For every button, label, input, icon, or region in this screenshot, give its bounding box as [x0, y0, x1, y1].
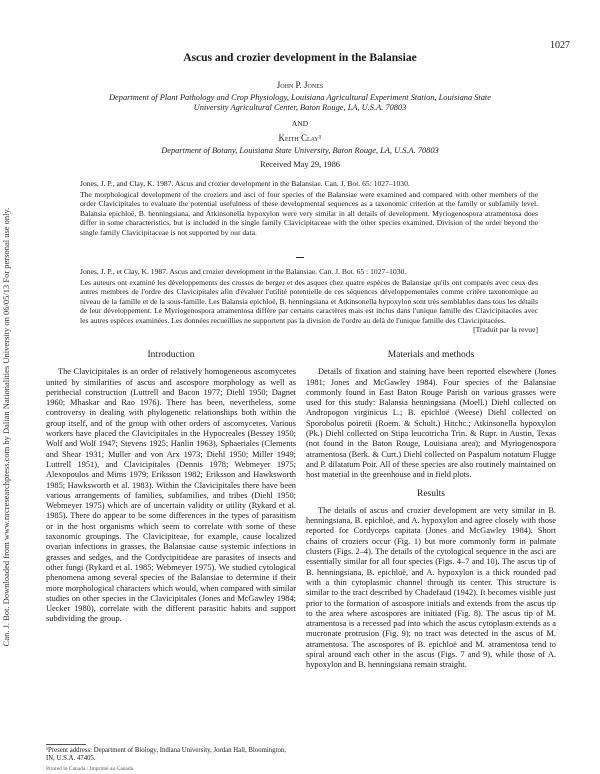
- affiliation-2: Department of Botany, Louisiana State University, Baton Rouge, LA, U.S.A. 70803: [161, 146, 439, 155]
- affiliation-1-line-1: Department of Plant Pathology and Crop Physiology, Louisiana Agricultural Experiment Station, Louisiana State: [109, 93, 491, 102]
- abstract-english-citation: Jones, J. P., and Clay, K. 1987. Ascus and crozier development in the Balansiae. Can. J. Bot. 65: 1027–1030.: [80, 179, 410, 188]
- methods-heading: Materials and methods: [387, 350, 475, 360]
- author-1: John P. Jones: [276, 80, 324, 90]
- methods-text: Details of fixation and staining have been reported elsewhere (Jones 1981; Jones and McGawley 1984). Four species of the Balansiae commonly found in East Baton Rouge Parish on various grasses were used for this study: Balansia henningsiana (Moell.) Diehl collected on Andropogon virginicus L.; B. epichloë (Weese) Diehl collected on Sporobolus poiretii (Roem. & Schult.) Hitchc.; Atkinsonella hypoxylon (Pk.) Diehl collected on Stipa leucotricha Trin. & Rupr. in Austin, Texas (not found in the Baton Rouge, Louisiana area); and Myriogenospora atramentosa (Berk. & Curt.) Diehl collected on Paspalum notatum Flugge and P. dilatatum Poir. All of these species are also routinely maintained on host material in the greenhouse and in field plots.: [306, 367, 556, 480]
- and-separator: AND: [291, 119, 309, 128]
- download-watermark: [0, 150, 14, 710]
- abstract-french-text: Les auteurs ont examiné les développements des crosses de berger et des asques chez quatre espèces de Balansiae qu'ils ont comparés avec ceux des autres membres de l'ordre des Clavicipitales afin d'évaluer l'utilité potentielle de ces séquences développementales comme critère taxonomique au niveau de la famille et de la sous-famille. Les Balansia epichloë, B. henningsiana et Atkinsonella hypoxylon sont très semblables dans tous les détails de leur développement. Le Myriogenospora atramentosa diffère par certains caractères mais est inclus dans l'unique famille des Clavicipitacées avec les autres espèces examinées. Les données recueillies ne supportent pas la division de l'ordre au delà de l'unique famille des Clavicipitacées.: [80, 277, 538, 325]
- author-2: Keith Clay¹: [278, 133, 322, 143]
- footnote-rule: [46, 744, 86, 745]
- introduction-section: [46, 350, 296, 625]
- abstract-french: [80, 267, 538, 335]
- introduction-text: The Clavicipitales is an order of relatively homogeneous ascomycetes united by similarities of ascus and ascospore morphology as well as perithecial construction (Luttrell and Bacon 1977; Diehl 1950; Dagnet 1960; Mhaskar and Rao 1976). There has been, nevertheless, some controversy in dealing with phylogenetic relationships both within the group itself, and of the group with other orders of ascomycetes. Various workers have placed the Clavicipitales in the Hypocreales (Bessey 1950; Wolf and Wolf 1947; Stevens 1925; Hanlin 1963), Sphaeriales (Clements and Shear 1931; Muller and von Arx 1973; Diehl 1950; Miller 1949; Luttrell 1951), and Clavicipitales (Dennis 1978; Webmeyer 1975; Alexopoulos and Mims 1979; Eriksson 1982; Eriksson and Hawksworth 1985; Hawksworth et al. 1983). Within the Clavicipitales there have been various arrangements of families, subfamilies, and tribes (Diehl 1950; Webmeyer 1975) which are of uncertain validity or utility (Rykard et al. 1985). There do appear to be some differences in the types of parasitism or in the host organisms which seem to correlate with some of these taxonomic groupings. The Clavicipiteae, for example, cause localized ovarian infections in grasses, the Balansiae cause systemic infections in grasses and sedges, and the Cordycipitideae are parasites of insects and other fungi (Rykard et al. 1985; Webmeyer 1975). We studied cytological phenomena among several species of the Balansiae to determine if their more morphological characters which would, when compared with similar studies on other species in the Clavicipitales (Jones and McGawley 1984; Uecker 1980), correlate with the different parasitic habits and support subdividing the group.: [46, 367, 296, 624]
- page-number: 1027: [550, 40, 570, 51]
- results-heading: Results: [417, 488, 445, 499]
- affiliation-1-line-2: University Agricultural Center, Baton Rouge, LA, U.S.A. 70803: [193, 103, 407, 112]
- abstract-french-citation: Jones, J. P., et Clay, K. 1987. Ascus and crozier development in the Balansiae. Can. J. Bot. 65 : 1027–1030.: [80, 267, 407, 276]
- abstract-english-text: The morphological development of the croziers and asci of four species of the Balansiae were examined and compared with other members of the order Clavicipitales to evaluate the potential usefulness of these developmental sequences as a taxonomic criterion at the family or subfamily level. Balansia epichloë, B. henningsiana, and Atkinsonella hypoxylon were very similar in all details of development. Myriogenospora atramentosa does differ in some characteristics, but is included in the single family Clavicipitaceae with the other species examined. Division of the order beyond the single family Clavicipitaceae is not supported by our data.: [80, 189, 538, 237]
- translation-credit: [Traduit par la revue]: [473, 325, 538, 334]
- printed-in-canada: Printed in Canada / Imprimé au Canada: [46, 766, 134, 772]
- download-watermark-text: Can. J. Bot. Downloaded from www.nrcresearchpress.com by Dalian Nationalities University on 06/05/13 For personal use only.: [1, 207, 11, 647]
- introduction-heading: Introduction: [147, 350, 195, 360]
- methods-section: [306, 350, 556, 671]
- results-text: The details of ascus and crozier development are very similar in B. henningsiana, B. epichloë, and A. hypoxylon and agree closely with those reported for Cordyceps capitata (Jones and McGawley 1984). Short chains of croziers occur (Fig. 1) but more commonly form in palmate clusters (Figs. 2–4). The details of the cytological sequence in the asci are essentially similar for all four species (Figs. 4–7 and 10). The ascus tip of B. henningsiana, B. epichloë, and A. hypoxylon is a thick rounded pad with a thin cytoplasmic channel through its center. This structure is similar to the tract described by Chadefaud (1942). It becomes visible just prior to the formation of ascospore initials and extends from the ascus tip to the area where ascospores are initiated (Fig. 8). The ascus tip of M. atramentosa is a recessed pad into which the ascus cytoplasm extends as a mucronate protrusion (Fig. 9); no tract was detected in the ascus of M. atramentosa. The ascospores of B. epichloë and M. atramentosa tend to spiral around each other in the ascus (Figs. 7 and 9), while those of A. hypoxylon and B. henningsiana remain straight.: [306, 505, 556, 670]
- article-title: Ascus and crozier development in the Balansiae: [183, 52, 417, 64]
- received-date: Received May 29, 1986: [259, 160, 340, 169]
- footnote: ¹Present address: Department of Biology, Indiana University, Jordan Hall, Bloomington, IN, U.S.A. 47405.: [46, 747, 286, 762]
- abstract-divider: [296, 257, 304, 258]
- abstract-english: [80, 179, 538, 237]
